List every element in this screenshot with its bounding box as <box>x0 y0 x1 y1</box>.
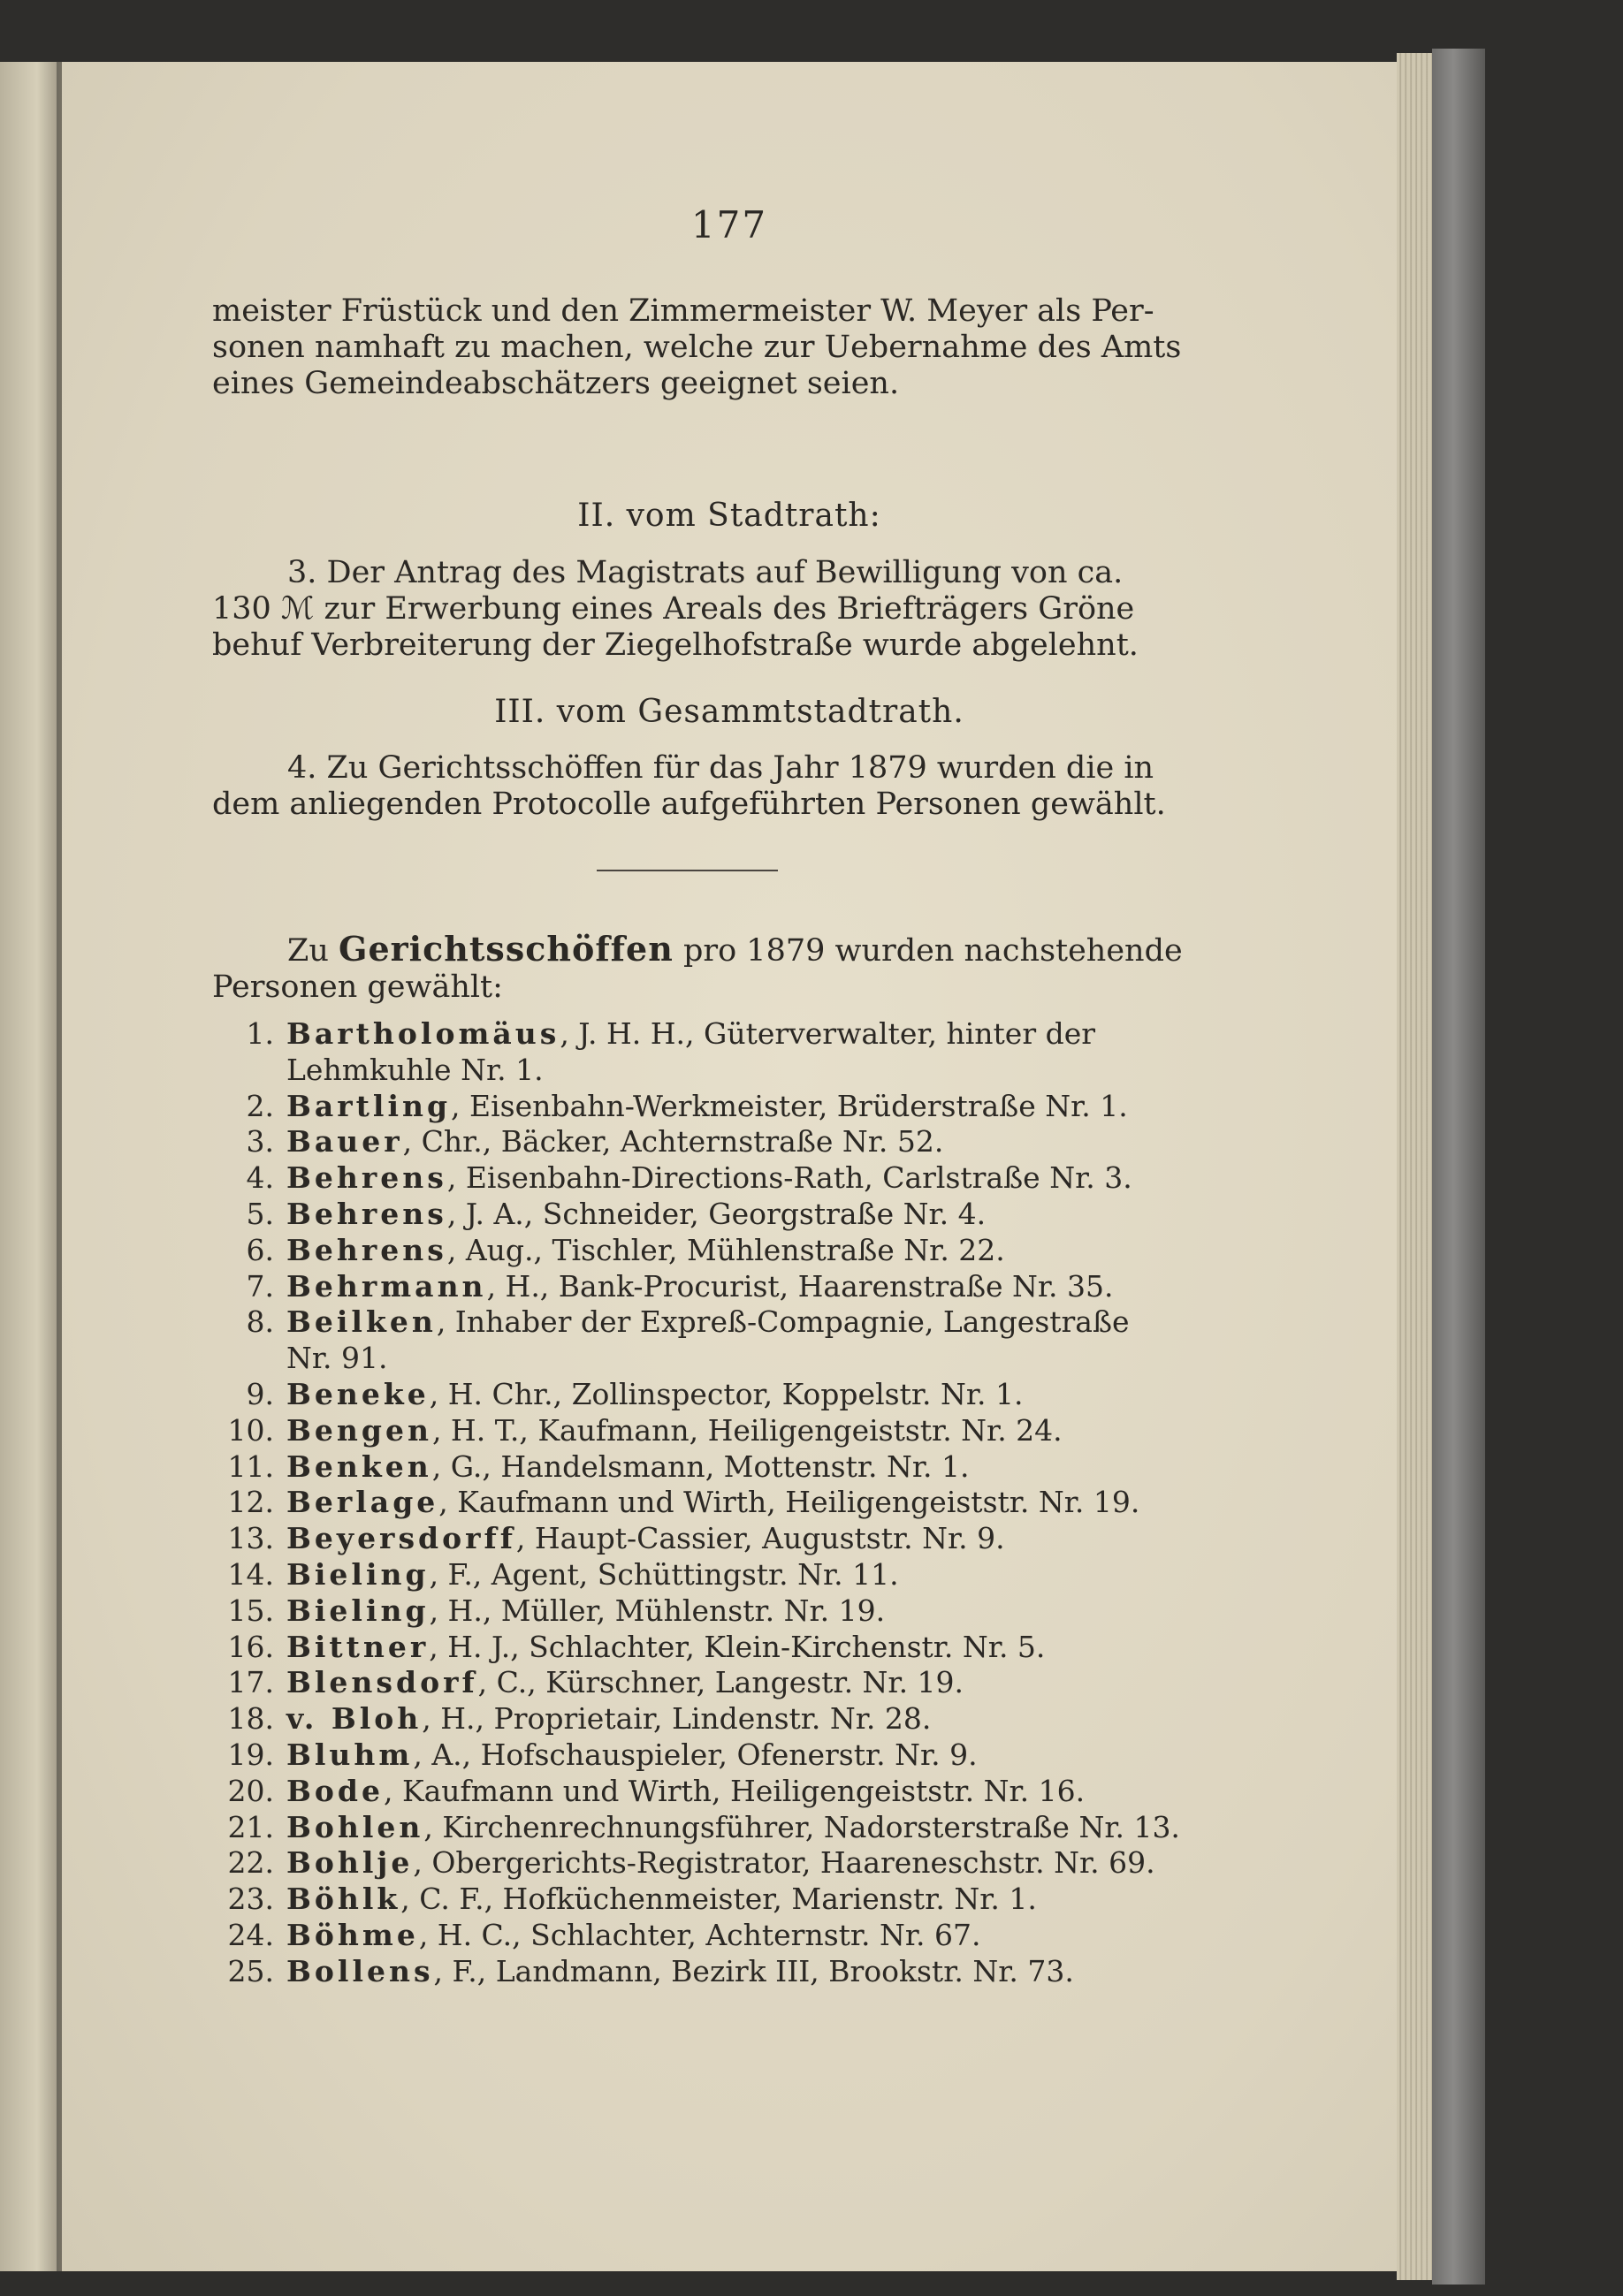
intro-bold-title: Gerichtsschöffen <box>339 929 674 969</box>
entry-number: 5. <box>246 1196 274 1231</box>
entry-number: 11. <box>227 1448 274 1484</box>
paragraph-2 <box>212 555 1198 664</box>
entry-details: , H., Müller, Mühlenstr. Nr. 19. <box>429 1593 886 1628</box>
book-page <box>62 62 1397 2271</box>
list-item <box>212 1918 1198 1954</box>
intro-suffix: pro 1879 wurden nachstehende <box>682 933 1183 969</box>
entry-details: , Eisenbahn-Werkmeister, Brüderstraße Nr. 1. <box>451 1088 1128 1123</box>
entry-name: Bartling <box>286 1088 452 1123</box>
entry-number: 23. <box>227 1882 274 1917</box>
entry-details: , G., Handelsmann, Mottenstr. Nr. 1. <box>431 1448 970 1484</box>
entry-name: Bollens <box>286 1953 434 1988</box>
list-item <box>212 1485 1198 1521</box>
entry-number: 7. <box>246 1268 274 1304</box>
entry-number: 6. <box>246 1232 274 1267</box>
entry-name: Behrens <box>286 1196 447 1231</box>
list-intro <box>212 931 1198 1006</box>
entry-name: Beneke <box>286 1376 430 1411</box>
paragraph-3-line-1: 4. Zu Gerichtsschöffen für das Jahr 1879 wurden die in <box>287 750 1154 786</box>
list-intro-line-1 <box>212 931 1198 969</box>
paragraph-2-line-2: 130 ℳ zur Erwerbung eines Areals des Briefträgers Gröne <box>212 591 1135 627</box>
paragraph-1 <box>212 293 1198 402</box>
list-item <box>212 1160 1198 1197</box>
entry-number: 15. <box>227 1593 274 1628</box>
entry-details: , H. Chr., Zollinspector, Koppelstr. Nr. 1. <box>429 1376 1024 1411</box>
entry-continuation: Lehmkuhle Nr. 1. <box>286 1052 544 1087</box>
entry-name: Beyersdorff <box>286 1521 516 1556</box>
entry-name: Behrens <box>286 1232 447 1267</box>
entry-name: Benken <box>286 1448 432 1484</box>
entry-name: Böhlk <box>286 1882 401 1917</box>
list-item <box>212 1124 1198 1160</box>
left-page-edge <box>0 62 62 2271</box>
entry-number: 24. <box>227 1917 274 1952</box>
schoeffen-list <box>212 1016 1198 1990</box>
entry-name: Bittner <box>286 1629 430 1664</box>
list-item <box>212 1810 1198 1846</box>
entry-number: 12. <box>227 1485 274 1520</box>
entry-details: , C. F., Hofküchenmeister, Marienstr. Nr. 1. <box>400 1882 1037 1917</box>
list-item <box>212 1665 1198 1701</box>
entry-details: , Kaufmann und Wirth, Heiligengeiststr. Nr. 16. <box>383 1773 1086 1808</box>
list-item <box>212 1197 1198 1233</box>
entry-details: , H. T., Kaufmann, Heiligengeiststr. Nr. 24. <box>431 1412 1063 1448</box>
list-item <box>212 1774 1198 1810</box>
entry-number: 10. <box>227 1412 274 1448</box>
entry-details: , H. C., Schlachter, Achternstr. Nr. 67. <box>418 1917 981 1952</box>
list-item <box>212 1304 1198 1377</box>
entry-number: 25. <box>227 1953 274 1988</box>
paragraph-1-line-2: sonen namhaft zu machen, welche zur Uebernahme des Amts <box>212 330 1182 365</box>
entry-name: Bohlen <box>286 1809 424 1844</box>
entry-name: Berlage <box>286 1485 439 1520</box>
entry-number: 21. <box>227 1809 274 1844</box>
section-divider <box>597 870 778 871</box>
list-item <box>212 1882 1198 1918</box>
list-item <box>212 1449 1198 1486</box>
entry-number: 18. <box>227 1701 274 1737</box>
entry-name: Behrmann <box>286 1268 487 1304</box>
entry-number: 3. <box>246 1124 274 1159</box>
entry-number: 13. <box>227 1521 274 1556</box>
entry-name: Böhme <box>286 1917 419 1952</box>
list-item <box>212 1089 1198 1125</box>
entry-name: Bartholomäus <box>286 1016 560 1051</box>
list-item <box>212 1630 1198 1666</box>
entry-name: Bluhm <box>286 1737 414 1772</box>
entry-details: , Eisenbahn-Directions-Rath, Carlstraße Nr. 3. <box>446 1160 1132 1196</box>
list-intro-line-2: Personen gewählt: <box>212 969 503 1005</box>
entry-number: 19. <box>227 1737 274 1772</box>
paragraph-2-line-1: 3. Der Antrag des Magistrats auf Bewilligung von ca. <box>287 555 1124 590</box>
paragraph-1-line-1: meister Früstück und den Zimmermeister W. Meyer als Per- <box>212 293 1154 329</box>
list-item <box>212 1593 1198 1630</box>
page-edges <box>1397 53 1432 2280</box>
entry-details: , H. J., Schlachter, Klein-Kirchenstr. Nr. 5. <box>429 1629 1046 1664</box>
entry-name: Blensdorf <box>286 1665 478 1700</box>
entry-details: , C., Kürschner, Langestr. Nr. 19. <box>477 1665 964 1700</box>
entry-number: 22. <box>227 1845 274 1881</box>
list-item <box>212 1954 1198 1990</box>
entry-name: v. Bloh <box>286 1701 423 1737</box>
list-item <box>212 1413 1198 1449</box>
entry-details: , H., Bank-Procurist, Haarenstraße Nr. 35. <box>486 1268 1114 1304</box>
paragraph-1-line-3: eines Gemeindeabschätzers geeignet seien. <box>212 366 900 401</box>
entry-number: 17. <box>227 1665 274 1700</box>
section-heading-stadtrath: II. vom Stadtrath: <box>577 498 881 534</box>
entry-number: 1. <box>246 1016 274 1051</box>
entry-details: , A., Hofschauspieler, Ofenerstr. Nr. 9. <box>413 1737 978 1772</box>
paragraph-2-line-3: behuf Verbreiterung der Ziegelhofstraße wurde abgelehnt. <box>212 627 1139 663</box>
page-number: 177 <box>690 203 768 247</box>
list-item <box>212 1269 1198 1305</box>
entry-details: , Kaufmann und Wirth, Heiligengeiststr. Nr. 19. <box>438 1485 1140 1520</box>
entry-number: 4. <box>246 1160 274 1196</box>
entry-name: Bode <box>286 1773 384 1808</box>
entry-number: 8. <box>246 1304 274 1340</box>
entry-continuation: Nr. 91. <box>286 1341 388 1376</box>
entry-details: , Obergerichts-Registrator, Haareneschstr. Nr. 69. <box>413 1845 1155 1881</box>
entry-name: Bieling <box>286 1556 430 1592</box>
paragraph-3-line-2: dem anliegenden Protocolle aufgeführten Personen gewählt. <box>212 787 1166 822</box>
list-item <box>212 1016 1198 1089</box>
list-item <box>212 1521 1198 1557</box>
entry-details: , Chr., Bäcker, Achternstraße Nr. 52. <box>402 1124 944 1159</box>
entry-details: , F., Landmann, Bezirk III, Brookstr. Nr. 73. <box>433 1953 1074 1988</box>
list-item <box>212 1233 1198 1269</box>
entry-number: 16. <box>227 1629 274 1664</box>
entry-name: Bohlje <box>286 1845 414 1881</box>
entry-name: Behrens <box>286 1160 447 1196</box>
intro-prefix: Zu <box>287 933 329 969</box>
entry-number: 9. <box>246 1376 274 1411</box>
entry-details: , J. A., Schneider, Georgstraße Nr. 4. <box>446 1196 987 1231</box>
entry-details: , J. H. H., Güterverwalter, hinter der <box>560 1016 1096 1051</box>
list-item <box>212 1557 1198 1593</box>
entry-number: 14. <box>227 1556 274 1592</box>
book-cover-edge <box>1432 49 1485 2285</box>
entry-details: , Inhaber der Expreß-Compagnie, Langestraße <box>436 1304 1130 1340</box>
entry-name: Bauer <box>286 1124 403 1159</box>
paragraph-3 <box>212 750 1198 823</box>
entry-name: Beilken <box>286 1304 437 1340</box>
entry-details: , F., Agent, Schüttingstr. Nr. 11. <box>429 1556 899 1592</box>
entry-details: , H., Proprietair, Lindenstr. Nr. 28. <box>422 1701 932 1737</box>
entry-details: , Aug., Tischler, Mühlenstraße Nr. 22. <box>446 1232 1005 1267</box>
entry-number: 20. <box>227 1773 274 1808</box>
entry-details: , Haupt-Cassier, Auguststr. Nr. 9. <box>515 1521 1005 1556</box>
list-item <box>212 1845 1198 1882</box>
list-item <box>212 1701 1198 1737</box>
entry-name: Bieling <box>286 1593 430 1628</box>
entry-details: , Kirchenrechnungsführer, Nadorsterstraße Nr. 13. <box>423 1809 1180 1844</box>
section-heading-gesammtstadtrath: III. vom Gesammtstadtrath. <box>494 694 964 730</box>
entry-number: 2. <box>246 1088 274 1123</box>
list-item <box>212 1377 1198 1413</box>
list-item <box>212 1737 1198 1774</box>
entry-name: Bengen <box>286 1412 432 1448</box>
